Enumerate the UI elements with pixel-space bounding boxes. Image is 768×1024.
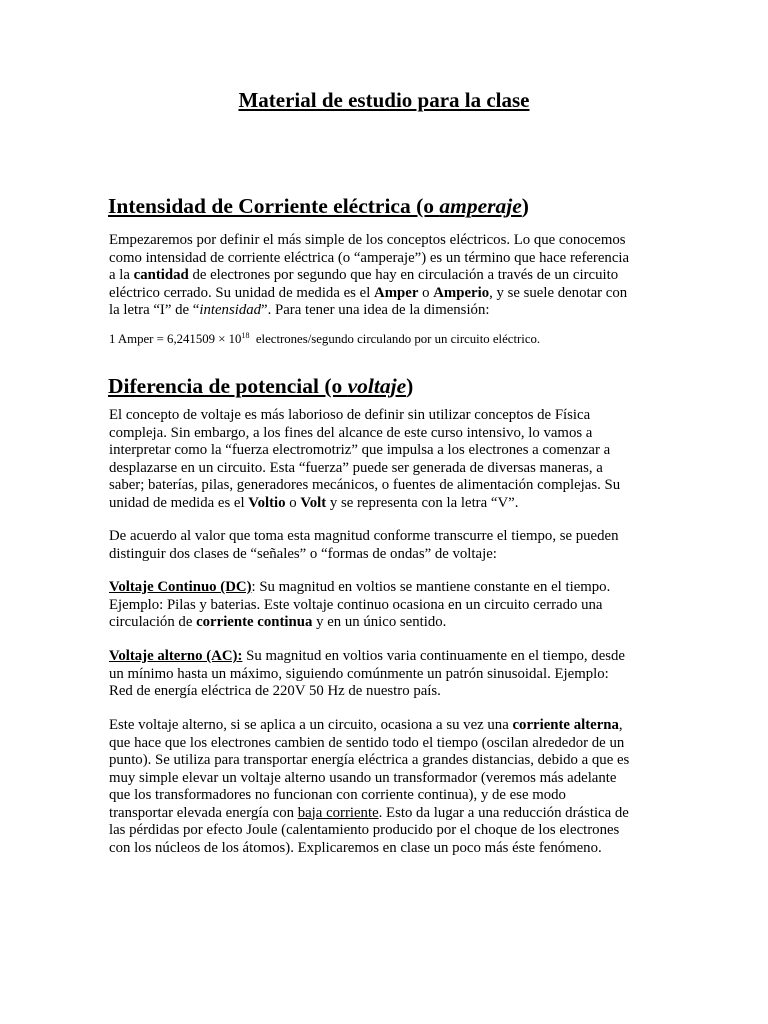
- text-line: distinguir dos clases de “señales” o “formas de ondas” de voltaje:: [109, 545, 497, 562]
- text-line: como intensidad de corriente eléctrica (o “amperaje”) es un término que hace referencia: [109, 249, 630, 266]
- heading-italic: voltaje: [347, 374, 407, 398]
- text-span: Su magnitud en voltios se mantiene constante en el tiempo.: [255, 579, 611, 595]
- heading-suffix: ): [521, 194, 529, 218]
- text-span: Su magnitud en voltios varia continuamente en el tiempo, desde: [242, 648, 625, 664]
- italic-intensidad: intensidad: [199, 302, 262, 318]
- text-line: que hace que los electrones cambien de sentido todo el tiempo (oscilan alrededor de un: [109, 734, 625, 751]
- amper-formula: [109, 331, 540, 347]
- bold-voltio: Voltio: [248, 494, 286, 511]
- text-span: unidad de medida es el: [109, 494, 249, 511]
- bold-cantidad: cantidad: [133, 267, 189, 283]
- text-line: con los núcleos de los átomos). Explicaremos en clase un poco más éste fenómeno.: [109, 839, 602, 856]
- paragraph-senales: [109, 528, 659, 563]
- text-line: [109, 717, 659, 735]
- term-voltaje-continuo: Voltaje Continuo (DC): [109, 579, 252, 595]
- text-span: :: [251, 579, 256, 595]
- term-voltaje-alterno: Voltaje alterno (AC):: [109, 648, 243, 664]
- text-line: [109, 285, 659, 303]
- text-line: [109, 648, 659, 666]
- text-span: de electrones por segundo que hay en circulación a través de un circuito: [188, 267, 619, 283]
- page-title: [0, 88, 768, 113]
- text-line: [109, 267, 659, 285]
- text-line: [109, 805, 659, 823]
- text-line: que los transformadores no funcionan con corriente continua), y de ese modo: [109, 787, 566, 803]
- bold-corriente-alterna: corriente alterna: [512, 717, 619, 733]
- text-line: las pérdidas por efecto Joule (calentamiento producido por el choque de los electrones: [109, 822, 620, 838]
- text-span: y en un único sentido.: [312, 614, 447, 630]
- heading-text: [108, 374, 406, 398]
- text-line: compleja. Sin embargo, a los fines del alcance de este curso intensivo, lo vamos a: [109, 424, 593, 441]
- heading-suffix: ): [406, 374, 414, 398]
- text-span: ”. Para tener una idea de la dimensión:: [261, 302, 490, 318]
- heading-prefix: Intensidad de Corriente eléctrica (o: [108, 194, 440, 218]
- formula-tail: electrones/segundo circulando por un circuito eléctrico.: [249, 332, 541, 346]
- text-line: desplazarse en un circuito. Esta “fuerza” puede ser generada de diversas maneras, a: [109, 459, 603, 476]
- page-title-text: Material de estudio para la clase: [238, 88, 530, 112]
- text-span: ,: [618, 717, 623, 733]
- text-line: punto). Se utiliza para transportar energía eléctrica a grandes distancias, debido a que es: [109, 752, 630, 768]
- text-line: [109, 302, 659, 320]
- text-span: o: [418, 284, 434, 301]
- bold-corriente-continua: corriente continua: [196, 614, 313, 630]
- text-line: [109, 614, 659, 632]
- section-heading-voltaje: [108, 374, 413, 399]
- text-span: , y se suele denotar con: [489, 284, 628, 301]
- heading-italic: amperaje: [439, 194, 522, 218]
- text-span: la letra “I” de “: [109, 302, 200, 318]
- text-line: Ejemplo: Pilas y baterias. Este voltaje continuo ocasiona en un circuito cerrado una: [109, 596, 603, 613]
- section-heading-intensidad: [108, 194, 529, 219]
- heading-prefix: Diferencia de potencial (o: [108, 374, 348, 398]
- text-span: eléctrico cerrado. Su unidad de medida es el: [109, 284, 375, 301]
- text-span: o: [285, 494, 301, 511]
- bold-volt: Volt: [300, 494, 327, 511]
- paragraph-intensidad: [109, 232, 659, 320]
- paragraph-voltaje-definicion: [109, 407, 659, 512]
- text-line: De acuerdo al valor que toma esta magnitud conforme transcurre el tiempo, se pueden: [109, 528, 619, 544]
- text-span: . Esto da lugar a una reducción drástica de: [378, 804, 629, 821]
- text-span: circulación de: [109, 614, 197, 630]
- bold-amperio: Amperio: [433, 284, 490, 301]
- heading-text: [108, 194, 522, 218]
- text-line: saber; baterías, pilas, generadores mecánicos, o fuentes de alimentación complejas. Su: [109, 477, 621, 493]
- text-line: un mínimo hasta un máximo, siguiendo comúnmente un patrón sinusoidal. Ejemplo:: [109, 665, 609, 682]
- bold-amper: Amper: [374, 284, 419, 301]
- text-span: transportar elevada energía con: [109, 804, 298, 821]
- underlined-baja-corriente: baja corriente: [297, 804, 379, 821]
- text-span: y se representa con la letra “V”.: [326, 494, 519, 511]
- text-span: Este voltaje alterno, si se aplica a un circuito, ocasiona a su vez una: [109, 717, 513, 733]
- text-line: muy simple elevar un voltaje alterno usando un transformador (veremos más adelante: [109, 769, 617, 786]
- text-span: a la: [109, 267, 134, 283]
- text-line: [109, 579, 659, 597]
- formula-base: 1 Amper = 6,241509 × 10: [109, 332, 242, 346]
- text-line: Red de energía eléctrica de 220V 50 Hz de nuestro país.: [109, 683, 441, 699]
- text-line: El concepto de voltaje es más laborioso de definir sin utilizar conceptos de Física: [109, 407, 591, 423]
- paragraph-corriente-alterna: [109, 717, 659, 857]
- paragraph-voltaje-continuo: [109, 579, 659, 632]
- formula-exponent: 18: [241, 331, 250, 340]
- text-line: Empezaremos por definir el más simple de los conceptos eléctricos. Lo que conocemos: [109, 232, 626, 248]
- paragraph-voltaje-alterno: [109, 648, 659, 701]
- text-line: [109, 495, 659, 513]
- text-line: interpretar como la “fuerza electromotriz” que impulsa a los electrones a comenzar a: [109, 442, 611, 458]
